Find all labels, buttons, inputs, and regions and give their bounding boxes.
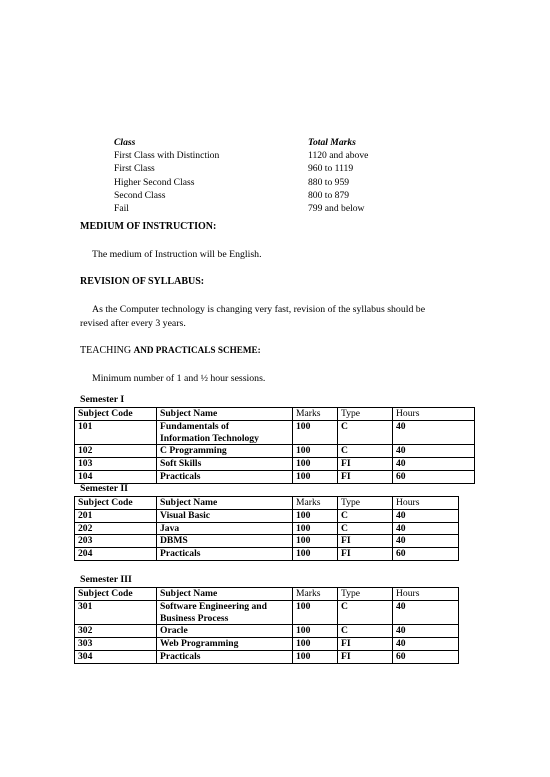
revision-text-line2: revised after every 3 years. [80, 318, 186, 329]
class-table-header [114, 136, 368, 149]
col-hours: Hours [393, 408, 475, 421]
teaching-heading-plain: TEACHING [80, 345, 134, 356]
subject-name [157, 600, 293, 625]
hours: 60 [393, 470, 475, 483]
class-row [114, 189, 368, 202]
table-row [75, 470, 475, 483]
class-row [114, 149, 368, 162]
subject-code: 303 [75, 638, 157, 651]
type: C [338, 509, 393, 522]
col-marks: Marks [293, 408, 338, 421]
col-marks: Marks [293, 497, 338, 510]
hours: 60 [393, 548, 459, 561]
marks: 100 [293, 625, 338, 638]
total-marks-header: Total Marks [308, 137, 356, 148]
subject-name-line2: Information Technology [160, 432, 259, 444]
teaching-text: Minimum number of 1 and ½ hour sessions. [92, 373, 266, 384]
col-type: Type [338, 408, 393, 421]
subject-name [157, 420, 293, 445]
subject-name: C Programming [157, 445, 293, 458]
semester-1-title: Semester I [80, 394, 125, 405]
type: FI [338, 458, 393, 471]
hours: 40 [393, 625, 459, 638]
marks: 100 [293, 509, 338, 522]
subject-code: 201 [75, 509, 157, 522]
table-header-row [75, 588, 459, 601]
table-row [75, 509, 459, 522]
type: C [338, 420, 393, 445]
subject-name-line1: Fundamentals of [160, 420, 230, 432]
table-row [75, 650, 459, 663]
hours: 40 [393, 535, 459, 548]
medium-text: The medium of Instruction will be English. [92, 249, 262, 260]
hours: 40 [393, 522, 459, 535]
subject-name: Visual Basic [157, 509, 293, 522]
hours: 40 [393, 420, 475, 445]
subject-name: Web Programming [157, 638, 293, 651]
col-subject-code: Subject Code [75, 588, 157, 601]
semester-2-title: Semester II [80, 483, 128, 494]
table-row [75, 445, 475, 458]
col-subject-code: Subject Code [75, 408, 157, 421]
class-header: Class [114, 137, 136, 148]
type: FI [338, 548, 393, 561]
class-row [114, 162, 368, 175]
type: FI [338, 470, 393, 483]
class-marks: 799 and below [308, 203, 365, 215]
medium-heading: MEDIUM OF INSTRUCTION: [80, 221, 217, 232]
class-marks-table [114, 136, 368, 215]
hours: 40 [393, 445, 475, 458]
table-header-row [75, 408, 475, 421]
subject-code: 301 [75, 600, 157, 625]
class-name: Higher Second Class [114, 176, 195, 188]
type: C [338, 600, 393, 625]
col-hours: Hours [393, 588, 459, 601]
subject-name-line1: Software Engineering and [160, 600, 267, 612]
col-subject-name: Subject Name [157, 408, 293, 421]
table-row [75, 535, 459, 548]
subject-name: Practicals [157, 470, 293, 483]
revision-text-line1: As the Computer technology is changing very fast, revision of the syllabus should be [92, 304, 426, 315]
class-name: Second Class [114, 189, 166, 201]
marks: 100 [293, 548, 338, 561]
revision-heading: REVISION OF SYLLABUS: [80, 276, 205, 287]
semester-3-title: Semester III [80, 574, 132, 585]
subject-code: 103 [75, 458, 157, 471]
subject-name: DBMS [157, 535, 293, 548]
semester-1-table [74, 407, 475, 484]
table-header-row [75, 497, 459, 510]
class-name: First Class [114, 163, 155, 175]
type: FI [338, 638, 393, 651]
subject-code: 101 [75, 420, 157, 445]
marks: 100 [293, 470, 338, 483]
table-row [75, 638, 459, 651]
hours: 40 [393, 638, 459, 651]
subject-name: Java [157, 522, 293, 535]
marks: 100 [293, 600, 338, 625]
marks: 100 [293, 458, 338, 471]
hours: 40 [393, 509, 459, 522]
class-marks: 1120 and above [308, 150, 369, 162]
subject-name: Oracle [157, 625, 293, 638]
table-row [75, 625, 459, 638]
table-row [75, 458, 475, 471]
subject-code: 202 [75, 522, 157, 535]
marks: 100 [293, 638, 338, 651]
table-row [75, 600, 459, 625]
class-marks: 960 to 1119 [308, 163, 354, 175]
marks: 100 [293, 420, 338, 445]
teaching-heading-bold: AND PRACTICALS SCHEME: [133, 345, 261, 355]
col-type: Type [338, 588, 393, 601]
class-row [114, 202, 368, 215]
subject-name: Practicals [157, 548, 293, 561]
col-marks: Marks [293, 588, 338, 601]
subject-code: 304 [75, 650, 157, 663]
semester-2-table [74, 496, 459, 561]
hours: 60 [393, 650, 459, 663]
subject-name-line2: Business Process [160, 612, 229, 624]
col-type: Type [338, 497, 393, 510]
subject-name: Soft Skills [157, 458, 293, 471]
type: C [338, 522, 393, 535]
subject-code: 302 [75, 625, 157, 638]
type: C [338, 625, 393, 638]
hours: 40 [393, 600, 459, 625]
table-row [75, 522, 459, 535]
marks: 100 [293, 445, 338, 458]
class-name: Fail [114, 203, 129, 215]
teaching-heading [80, 345, 261, 356]
marks: 100 [293, 535, 338, 548]
col-subject-code: Subject Code [75, 497, 157, 510]
hours: 40 [393, 458, 475, 471]
col-subject-name: Subject Name [157, 588, 293, 601]
type: C [338, 445, 393, 458]
table-row [75, 420, 475, 445]
col-hours: Hours [393, 497, 459, 510]
marks: 100 [293, 650, 338, 663]
subject-name: Practicals [157, 650, 293, 663]
table-row [75, 548, 459, 561]
class-name: First Class with Distinction [114, 150, 220, 162]
type: FI [338, 650, 393, 663]
subject-code: 203 [75, 535, 157, 548]
col-subject-name: Subject Name [157, 497, 293, 510]
subject-code: 104 [75, 470, 157, 483]
class-marks: 880 to 959 [308, 176, 350, 188]
type: FI [338, 535, 393, 548]
semester-3-table [74, 587, 459, 664]
subject-code: 102 [75, 445, 157, 458]
subject-code: 204 [75, 548, 157, 561]
class-marks: 800 to 879 [308, 189, 350, 201]
class-row [114, 176, 368, 189]
marks: 100 [293, 522, 338, 535]
